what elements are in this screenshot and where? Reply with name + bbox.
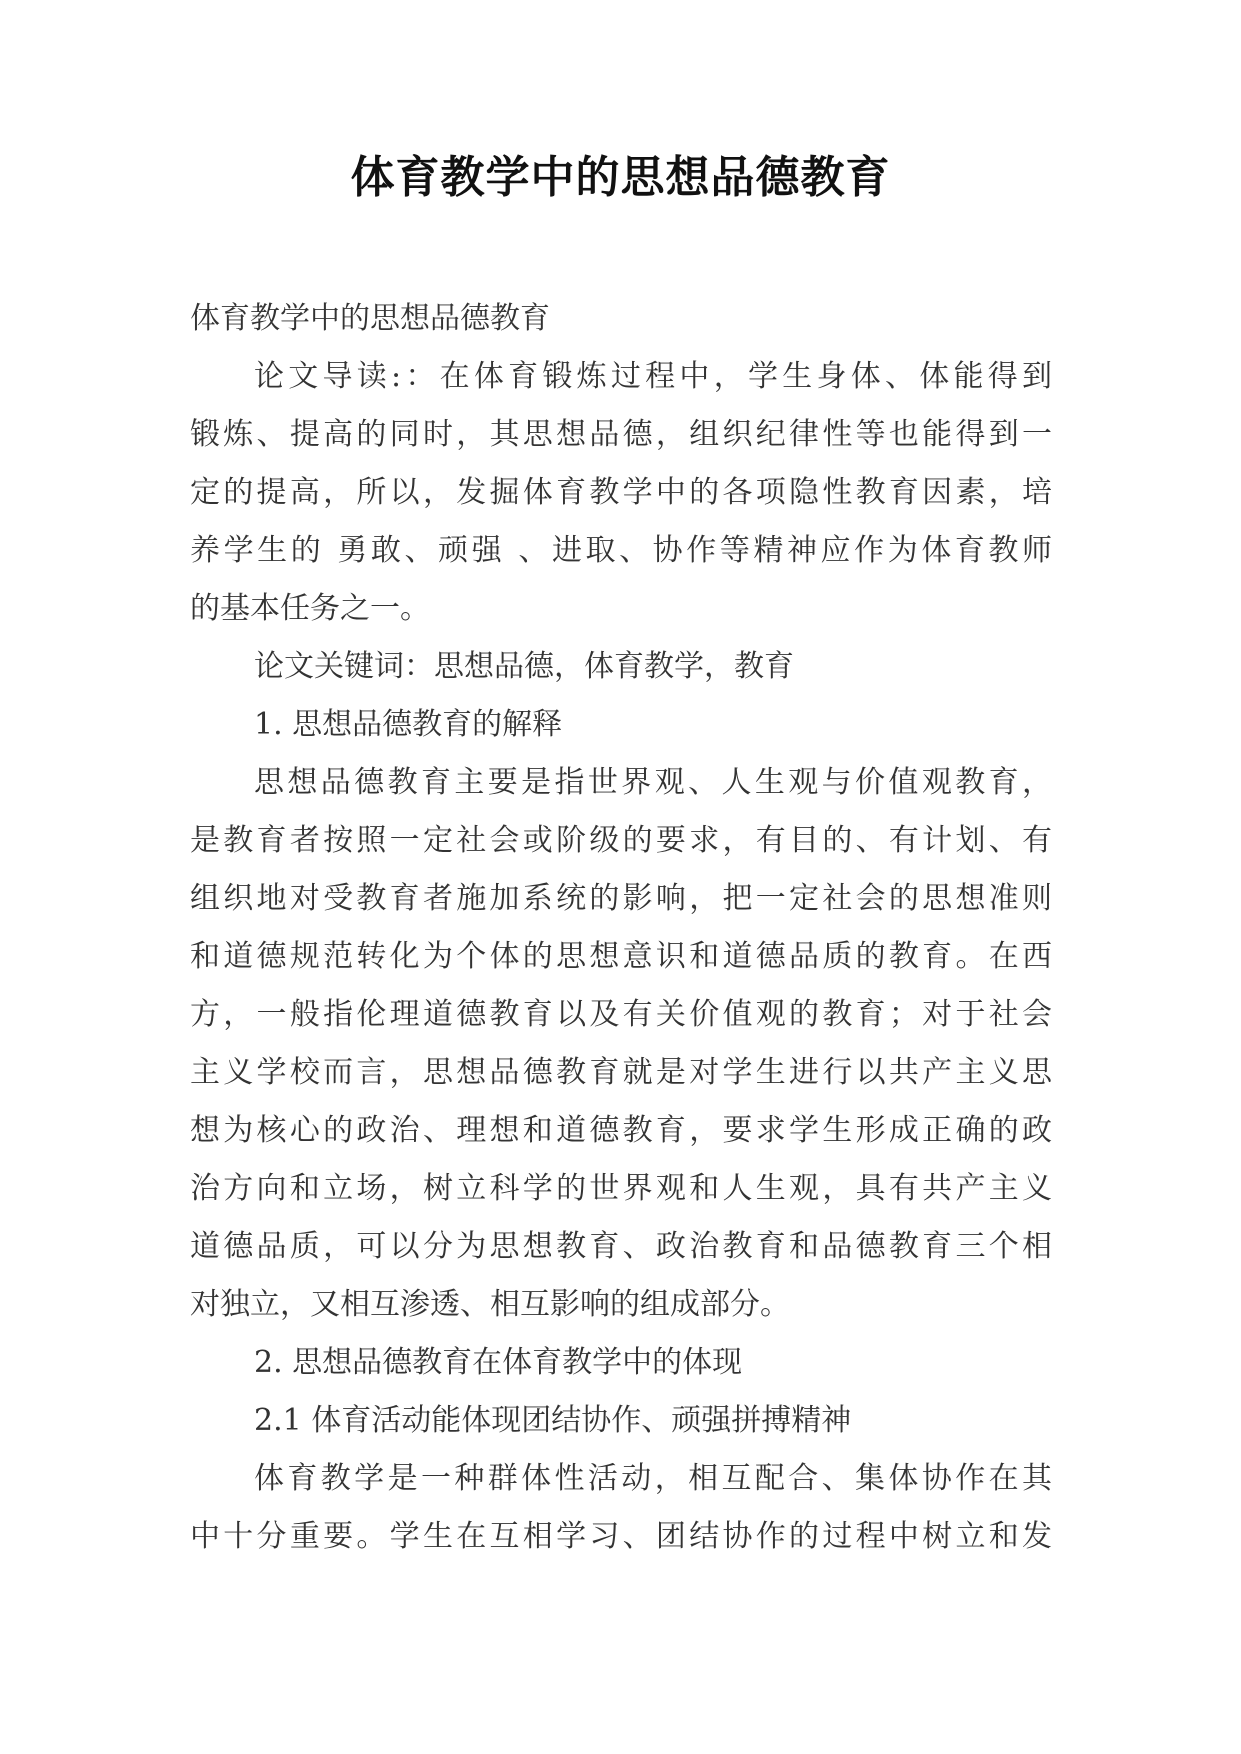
section-heading: 2. 思想品德教育在体育教学中的体现: [254, 1345, 743, 1380]
section-heading: 1. 思想品德教育的解释: [254, 707, 563, 742]
document-title: 体育教学中的思想品德教育: [350, 152, 891, 203]
paragraph-line: 体育教学是一种群体性活动，相互配合、集体协作在其: [254, 1461, 1052, 1496]
abstract-line: 锻炼、提高的同时，其思想品德，组织纪律性等也能得到一: [190, 417, 1052, 452]
paragraph-line: 治方向和立场，树立科学的世界观和人生观，具有共产主义: [190, 1171, 1052, 1206]
paragraph-line: 和道德规范转化为个体的思想意识和道德品质的教育。在西: [190, 939, 1052, 974]
paragraph-line: 道德品质，可以分为思想教育、政治教育和品德教育三个相: [190, 1229, 1052, 1264]
paragraph-line: 对独立，又相互渗透、相互影响的组成部分。: [190, 1287, 790, 1322]
subtitle-line: 体育教学中的思想品德教育: [190, 301, 550, 336]
paragraph-line: 是教育者按照一定社会或阶级的要求，有目的、有计划、有: [190, 823, 1052, 858]
document-body: [190, 290, 1052, 1566]
abstract-line: 养学生的 勇敢、顽强 、进取、协作等精神应作为体育教师: [190, 533, 1052, 568]
abstract-line: 的基本任务之一。: [190, 591, 430, 626]
paragraph-line: 方，一般指伦理道德教育以及有关价值观的教育；对于社会: [190, 997, 1052, 1032]
abstract-line: 定的提高，所以，发掘体育教学中的各项隐性教育因素，培: [190, 475, 1052, 510]
abstract-line: 论文导读:：在体育锻炼过程中，学生身体、体能得到: [254, 359, 1052, 394]
paragraph-line: 思想品德教育主要是指世界观、人生观与价值观教育，: [254, 765, 1052, 800]
paragraph-line: 中十分重要。学生在互相学习、团结协作的过程中树立和发: [190, 1519, 1052, 1554]
paragraph-line: 主义学校而言，思想品德教育就是对学生进行以共产主义思: [190, 1055, 1052, 1090]
paragraph-line: 组织地对受教育者施加系统的影响，把一定社会的思想准则: [190, 881, 1052, 916]
keywords-line: 论文关键词：思想品德，体育教学，教育: [254, 649, 794, 684]
subsection-heading: 2.1 体育活动能体现团结协作、顽强拼搏精神: [254, 1403, 852, 1438]
paragraph-line: 想为核心的政治、理想和道德教育，要求学生形成正确的政: [190, 1113, 1052, 1148]
